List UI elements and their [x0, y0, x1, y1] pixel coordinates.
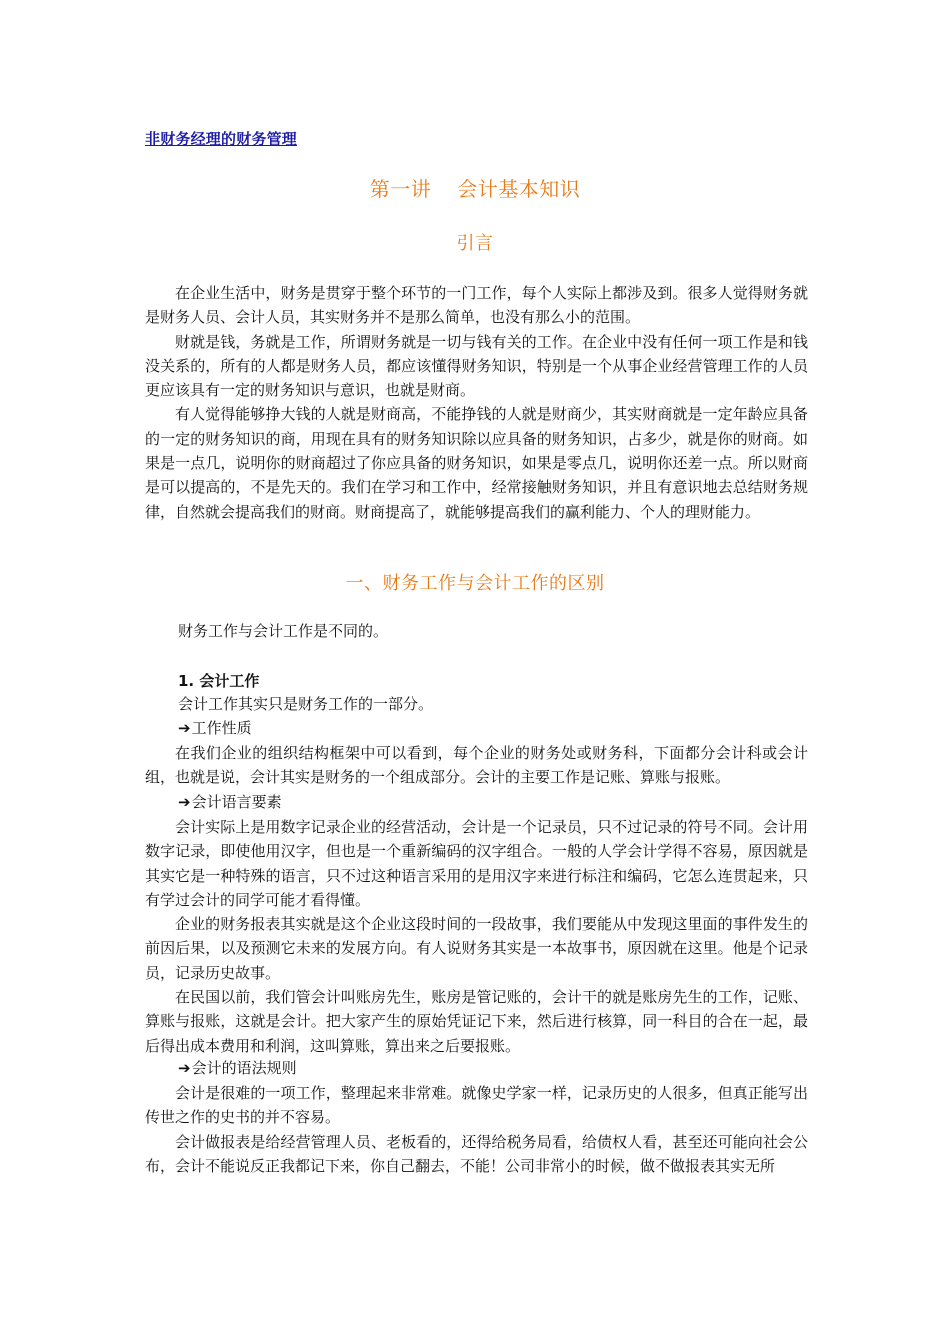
bullet3-body	[145, 1081, 808, 1178]
bullet2-paragraph-3: 在民国以前，我们管会计叫账房先生，账房是管记账的，会计干的就是账房先生的工作，记账、算账与报账，这就是会计。把大家产生的原始凭证记下来，然后进行核算，同一科目的合在一起，最后得出成本费用和利润，这叫算账，算出来之后要报账。	[145, 988, 808, 1055]
subsection1-line: 会计工作其实只是财务工作的一部分。	[178, 695, 434, 713]
bullet1-paragraph-1: 在我们企业的组织结构框架中可以看到，每个企业的财务处或财务科，下面都分会计科或会计组，也就是说，会计其实是财务的一个组成部分。会计的主要工作是记账、算账与报账。	[145, 744, 808, 787]
intro-paragraph-1: 在企业生活中，财务是贯穿于整个环节的一门工作，每个人实际上都涉及到。很多人觉得财务就是财务人员、会计人员，其实财务并不是那么简单，也没有那么小的范围。	[145, 284, 808, 327]
arrow-icon: ➔	[178, 719, 191, 737]
bullet-label: 会计语言要素	[191, 793, 282, 811]
bullet-language-elements	[178, 791, 282, 813]
bullet1-body	[145, 741, 808, 790]
intro-heading: 引言	[456, 233, 494, 254]
section1-intro: 财务工作与会计工作是不同的。	[178, 622, 389, 640]
arrow-icon: ➔	[178, 1059, 191, 1077]
bullet-label: 会计的语法规则	[191, 1059, 297, 1077]
intro-paragraph-2: 财就是钱，务就是工作，所谓财务就是一切与钱有关的工作。在企业中没有任何一项工作是和钱没关系的，所有的人都是财务人员，都应该懂得财务知识，特别是一个从事企业经营管理工作的人员更应该具有一定的财务知识与意识，也就是财商。	[145, 332, 808, 400]
bullet-grammar-rules	[178, 1057, 297, 1079]
bullet3-paragraph-1: 会计是很难的一项工作，整理起来非常难。就像史学家一样，记录历史的人很多，但真正能写出传世之作的史书的并不容易。	[145, 1084, 808, 1127]
arrow-icon: ➔	[178, 793, 191, 811]
bullet3-paragraph-2: 会计做报表是给经营管理人员、老板看的，还得给税务局看，给债权人看，甚至还可能向社会公布，会计不能说反正我都记下来，你自己翻去，不能！公司非常小的时候，做不做报表其实无所	[145, 1132, 808, 1175]
bullet2-paragraph-1: 会计实际上是用数字记录企业的经营活动，会计是一个记录员，只不过记录的符号不同。会计用数字记录，即使他用汉字，但也是一个重新编码的汉字组合。一般的人学会计学得不容易，原因就是其实它是一种特殊的语言，只不过这种语言采用的是用汉字来进行标注和编码，它怎么连贯起来，只有学过会计的同学可能才看得懂。	[145, 818, 808, 909]
lecture-subject: 会计基本知识	[457, 177, 581, 201]
intro-paragraph-3: 有人觉得能够挣大钱的人就是财商高，不能挣钱的人就是财商少，其实财商就是一定年龄应具备的一定的财务知识的商，用现在具有的财务知识除以应具备的财务知识，占多少，就是你的财商。如果是一点几，说明你的财商超过了你应具备的财务知识，如果是零点几，说明你还差一点。所以财商是可以提高的，不是先天的。我们在学习和工作中，经常接触财务知识，并且有意识地去总结财务规律，自然就会提高我们的财商。财商提高了，就能够提高我们的赢利能力、个人的理财能力。	[145, 405, 808, 521]
bullet2-body	[145, 815, 808, 1058]
doc-title-link[interactable]: 非财务经理的财务管理	[145, 130, 298, 148]
intro-body	[145, 281, 808, 524]
bullet-work-nature	[178, 717, 252, 739]
section1-heading: 一、财务工作与会计工作的区别	[345, 573, 605, 594]
bullet2-paragraph-2: 企业的财务报表其实就是这个企业这段时间的一段故事，我们要能从中发现这里面的事件发生的前因后果，以及预测它未来的发展方向。有人说财务其实是一本故事书，原因就在这里。他是个记录员，记录历史故事。	[145, 915, 808, 982]
bullet-label: 工作性质	[191, 719, 252, 737]
lecture-title	[0, 173, 950, 202]
subsection1-heading: 1. 会计工作	[178, 672, 260, 690]
lecture-number: 第一讲	[369, 177, 432, 201]
